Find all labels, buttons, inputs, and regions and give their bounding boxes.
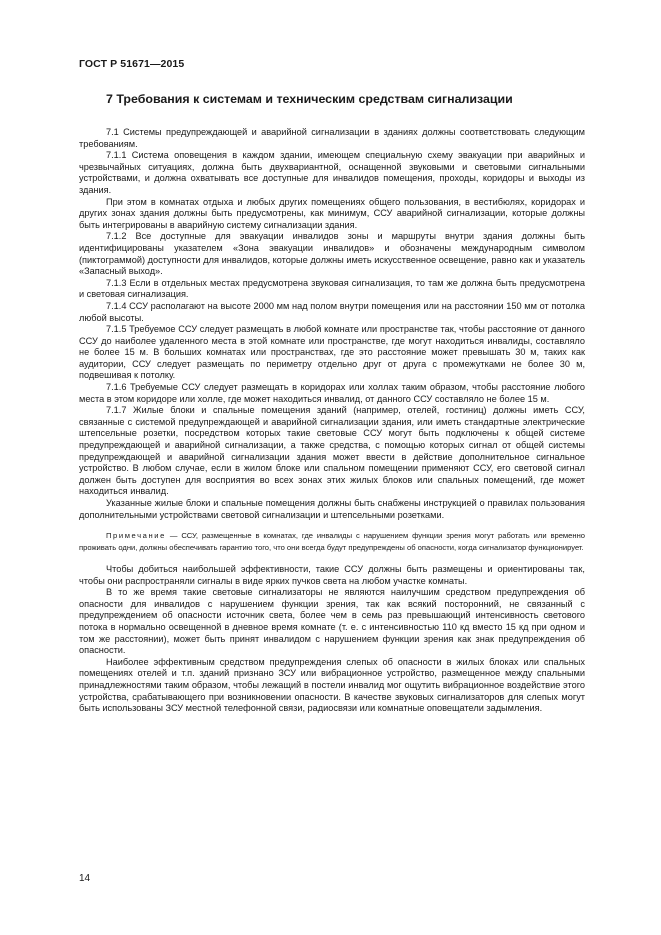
paragraph: 7.1.6 Требуемые ССУ следует размещать в коридорах или холлах таким образом, чтобы расстояние любого места в этом коридоре или холле, где может находиться инвалид, от данного ССУ составляло не более 15 м.	[79, 382, 585, 404]
paragraph: 7.1.5 Требуемое ССУ следует размещать в любой комнате или пространстве так, чтобы расстояние от данного ССУ до наиболее удаленного места в этой комнате или пространстве, где могут находиться инвалиды, составляло не более 15 м. В больших комнатах или пространствах, где это расстояние может превышать 30 м, таких как аудитории, ССУ следует размещать по периметру отдельно друг от друга с промежутками не более 30 м, подвешивая к потолку.	[79, 324, 585, 381]
paragraph: 7.1.1 Система оповещения в каждом здании, имеющем специальную схему эвакуации при аварийных и чрезвычайных ситуациях, должна быть двухвариантной, оснащенной звуковыми и световыми сигнальными устройствами, и должна охватывать все доступные для инвалидов помещения, проходы, коридоры и выходы из здания.	[79, 150, 585, 195]
note-label: Примечание	[106, 531, 166, 541]
section-heading: 7 Требования к системам и техническим средствам сигнализации	[106, 92, 513, 106]
document-header: ГОСТ Р 51671—2015	[79, 58, 185, 70]
page-number: 14	[79, 873, 91, 884]
paragraph: В то же время такие световые сигнализаторы не являются наилучшим средством предупреждения об опасности для инвалидов с нарушением функции зрения, так как всякий посторонний, не связанный с предупреждением об опасности источник света, более чем в семь раз превышающий интенсивность светового потока в нормально освещенной в дневное время комнате (т. е. с интенсивностью 110 кд вместо 15 кд при одном и том же расстоянии), может быть принят инвалидом с нарушением функции зрения как знак предупреждения об опасности.	[79, 587, 585, 656]
paragraph: 7.1.2 Все доступные для эвакуации инвалидов зоны и маршруты внутри здания должны быть идентифицированы указателем «Зона эвакуации инвалидов» и обозначены международным символом (пиктограммой) доступности для инвалидов, которые должны иметь искусственное освещение, равно как и указатель «Запасный выход».	[79, 231, 585, 277]
paragraph: 7.1.3 Если в отдельных местах предусмотрена звуковая сигнализация, то там же должна быть предусмотрена и световая сигнализация.	[79, 277, 585, 300]
paragraph: Указанные жилые блоки и спальные помещения должны быть снабжены инструкцией о правилах пользования дополнительными устройствами световой сигнализации и штепсельными розетками.	[79, 498, 585, 520]
paragraph: 7.1.4 ССУ располагают на высоте 2000 мм над полом внутри помещения или на расстоянии 150 мм от потолка любой высоты.	[79, 300, 585, 323]
paragraph: Чтобы добиться наибольшей эффективности, такие ССУ должны быть размещены и ориентированы так, чтобы они распространяли сигналы в виде ярких пучков света на любом участке комнаты.	[79, 564, 585, 586]
paragraph: 7.1 Системы предупреждающей и аварийной сигнализации в зданиях должны соответствовать следующим требованиям.	[79, 127, 585, 149]
paragraph: Наиболее эффективным средством предупреждения слепых об опасности в жилых блоках или спальных помещениях отелей и т.п. зданий признано ЗСУ или вибрационное устройство, размещенное между спальными принадлежностями таким образом, чтобы лежащий в постели инвалид мог ощутить вибрационное воздействие этого устройства, срабатывающего при возникновении опасности. В качестве звуковых сигнализаторов для слепых могут быть использованы ЗСУ местной телефонной связи, радиосвязи или комнатные оповещатели задымления.	[79, 656, 585, 714]
document-body	[79, 127, 585, 715]
note-text: — ССУ, размещенные в комнатах, где инвалиды с нарушением функции зрения могут работать или временно проживать одни, должны обеспечивать гарантию того, что они всегда будут предупреждены об опасности, когда сигнализатор функционирует.	[79, 531, 585, 552]
paragraph: При этом в комнатах отдыха и любых других помещениях общего пользования, в вестибюлях, коридорах и других зонах здания должны быть предусмотрены, как минимум, ССУ аварийной сигнализации, которые должны быть интегрированы в аварийную систему сигнализации здания.	[79, 196, 585, 230]
paragraph: 7.1.7 Жилые блоки и спальные помещения зданий (например, отелей, гостиниц) должны иметь ССУ, связанные с системой предупреждающей и аварийной сигнализации здания, или иметь стандартные электрические штепсельные розетки, посредством которых такие световые ССУ могут быть подключены к общей системе предупреждающей и аварийной сигнализации, а также средства, с помощью которых сигнал от общей системы предупреждающей и аварийной сигнализации здания может ввести в действие дополнительное сигнальное устройство. В любом случае, если в жилом блоке или спальном помещении применяют ССУ, его световой сигнал должен быть доступен для восприятия во всех зонах этих жилых блоков или спальных помещений, где может находиться инвалид.	[79, 405, 585, 497]
note	[79, 530, 585, 553]
